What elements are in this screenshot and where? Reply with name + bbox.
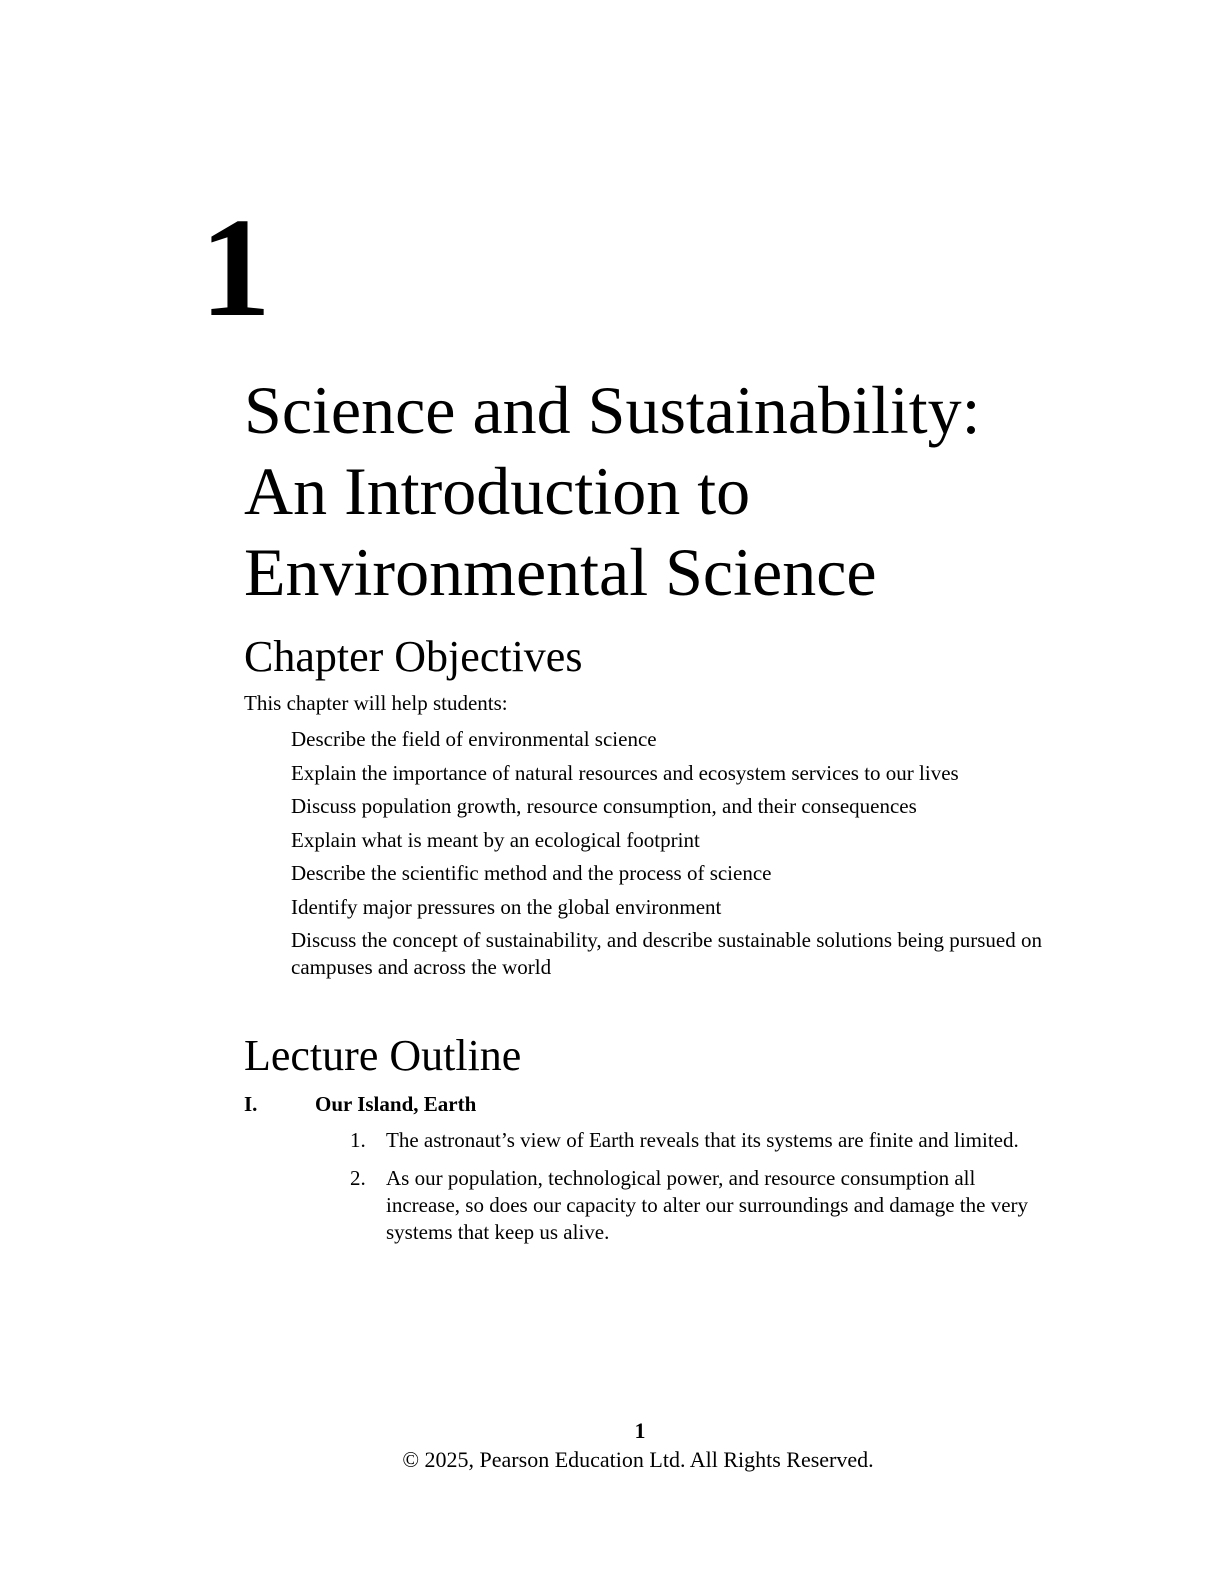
outline-point [348, 1165, 1038, 1246]
objective-item: Describe the field of environmental science [291, 727, 657, 751]
section-title: Our Island, Earth [315, 1092, 477, 1116]
outline-section [244, 1091, 476, 1117]
point-text: The astronaut’s view of Earth reveals that its systems are finite and limited. [386, 1128, 1019, 1152]
outline-heading: Lecture Outline [244, 1031, 522, 1080]
objectives-intro: This chapter will help students: [244, 691, 508, 715]
chapter-number: 1 [200, 188, 271, 346]
objective-item: Explain what is meant by an ecological footprint [291, 827, 700, 852]
objective-item: Identify major pressures on the global environment [291, 894, 722, 919]
chapter-title [244, 370, 1144, 613]
objectives-list [291, 726, 1051, 987]
point-number: 2. [350, 1166, 366, 1190]
point-text: As our population, technological power, and resource consumption all increase, so does our capacity to alter our surroundings and damage the very systems that keep us alive. [386, 1166, 1029, 1244]
point-number: 1. [350, 1128, 366, 1152]
objective-item: Describe the scientific method and the process of science [291, 861, 772, 885]
objective-item: Discuss population growth, resource consumption, and their consequences [291, 794, 917, 818]
objective-item: Explain the importance of natural resources and ecosystem services to our lives [291, 760, 959, 785]
chapter-title-line: Science and Sustainability: [244, 372, 981, 448]
objectives-heading: Chapter Objectives [244, 632, 583, 681]
section-numeral: I. [244, 1092, 258, 1116]
objective-item: Discuss the concept of sustainability, and describe sustainable solutions being pursued on campuses and across the world [291, 928, 1042, 979]
page-number: 1 [634, 1418, 646, 1443]
outline-point [348, 1127, 1038, 1154]
chapter-title-line: An Introduction to [244, 453, 751, 529]
chapter-title-line: Environmental Science [244, 534, 877, 610]
copyright-notice: © 2025, Pearson Education Ltd. All Rights Reserved. [402, 1447, 874, 1472]
section-points [348, 1127, 1038, 1257]
